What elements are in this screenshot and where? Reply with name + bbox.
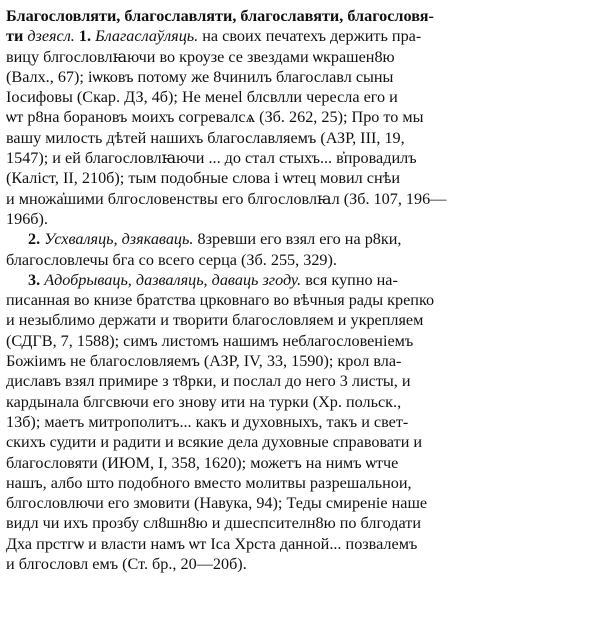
body-text: кардынала блгсвючи его знову ити на турки (Хр. польск., — [6, 392, 402, 411]
text-line — [6, 168, 596, 188]
text-line — [6, 534, 596, 554]
text-line — [6, 473, 596, 493]
body-text: видл чи ихъ прозбу сл8шн8ю и дшеспсителн8ю по блгодати — [6, 514, 422, 533]
text-line — [6, 128, 596, 148]
body-text: писанная во книзе братства црковнаго во вѣчныя рады крепко — [6, 291, 435, 310]
body-text: Дха прстгѡ и власти намъ ѡт Iса Хрста данной... позвалемъ — [6, 534, 418, 553]
text-line — [6, 310, 596, 330]
text-line — [6, 290, 596, 310]
body-text: и множа҆шими блгословенствы его блгословлꙗл (Зб. 107, 196— — [6, 189, 447, 208]
body-text: (СДГВ, 7, 1588); симъ листомъ нашимъ неблагословенiемъ — [6, 331, 414, 350]
text-line — [6, 513, 596, 533]
text-line — [6, 432, 596, 452]
italic-gloss: Адобрываць, дазваляць, даваць згоду. — [44, 270, 302, 289]
text-line — [6, 67, 596, 87]
text-line — [6, 47, 596, 67]
dictionary-entry-blagoslovlyati — [6, 6, 596, 574]
bold-text: Благословляти, благославляти, благославяти, благословя- — [6, 7, 434, 25]
text-line — [6, 270, 596, 290]
body-text: 13б); маетъ митрополитъ... какъ и духовныхъ, такъ и свет- — [6, 412, 409, 431]
text-line — [6, 371, 596, 391]
text-line — [6, 148, 596, 168]
body-text: 8зревши его взял его на р8ки, — [193, 230, 402, 249]
body-text: 1547); и ей благословлꙗючи ... до стал стыхъ... в҆провадилъ — [6, 149, 417, 168]
text-line — [6, 87, 596, 107]
body-text: скихъ судити и радити и всякие дела духовные справовати и — [6, 433, 423, 452]
text-line — [6, 554, 596, 574]
italic-gloss: дзеясл. — [27, 27, 75, 46]
body-text: и блгословл емъ (Ст. бр., 20—20б). — [6, 555, 247, 574]
body-text: нашъ, албо што подобного вместо молитвы разрешальнои, — [6, 473, 412, 492]
bold-text: 1. — [78, 27, 92, 46]
text-line — [6, 412, 596, 432]
text-line — [6, 453, 596, 473]
body-text: (Калiст, II, 210б); тым подобные слова i ѡтец мовил снѣи — [6, 169, 401, 188]
text-line — [6, 250, 596, 270]
body-text: блгословлючи его змовити (Навука, 94); Теды смиренiе наше — [6, 494, 428, 513]
italic-gloss: Благаслаўляць. — [95, 27, 199, 46]
text-line — [6, 107, 596, 127]
text-line — [6, 6, 596, 26]
body-text: благословлечы бга со всего серца (Зб. 255, 329). — [6, 250, 337, 269]
bold-text: ти — [6, 27, 24, 46]
body-text: Божiимъ не благословляемъ (АЗР, IV, 33, 1590); крол вла- — [6, 352, 402, 371]
text-line — [6, 26, 596, 46]
body-text: Iосифовы (Скар. ДЗ, 4б); Не менеl блсвлли чересла его и — [6, 88, 398, 107]
text-line — [6, 493, 596, 513]
italic-gloss: Усхваляць, дзякаваць. — [44, 230, 194, 249]
body-text: 196б). — [6, 209, 48, 228]
body-text: вицу блгословлꙗючи во кроузе се звездами ѡкрашен8ю — [6, 47, 395, 66]
bold-text: 2. — [28, 230, 41, 249]
text-line — [6, 351, 596, 371]
text-line — [6, 189, 596, 209]
body-text: диславъ взял примире з т8рки, и послал до него 3 листы, и — [6, 372, 411, 391]
text-line — [6, 331, 596, 351]
body-text: и незыблимо держати и творити благословляем и укрепляем — [6, 311, 424, 330]
body-text: вся купно на- — [301, 270, 398, 289]
body-text: ѡт р8на борановъ моихъ согревалсѧ (Зб. 262, 25); Про то мы — [6, 108, 424, 127]
text-line — [6, 209, 596, 229]
body-text: благословяти (ИЮМ, I, 358, 1620); можетъ на нимъ ѡтче — [6, 453, 399, 472]
body-text: (Валх., 67); iѡковъ потому же 8чинилъ благославл сыны — [6, 67, 394, 86]
body-text: вашу милость дѣтей нашихъ благославляемъ (АЗР, III, 19, — [6, 128, 405, 147]
bold-text: 3. — [28, 270, 41, 289]
body-text: на своих печатехъ держить пра- — [198, 27, 422, 46]
text-line — [6, 229, 596, 249]
text-line — [6, 392, 596, 412]
